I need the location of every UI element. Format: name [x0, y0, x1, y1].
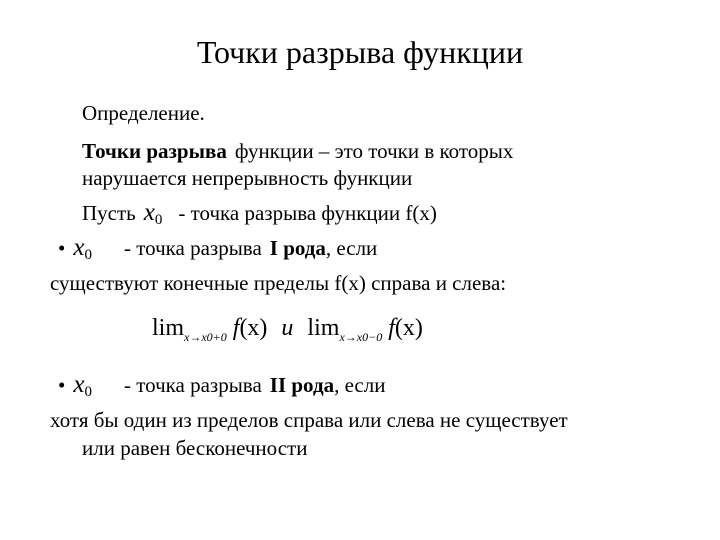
limit-formula: $\lim_{x\to x0+0} f(x)$ и $\lim_{x\to x0-0} f(x)$	[152, 315, 423, 344]
let-text: - точка разрыва функции f(x)	[178, 201, 437, 225]
definition-text: функции – это точки в которых	[234, 139, 514, 163]
let-line	[82, 200, 437, 233]
bullet-item-2: • $x_0$ - точка разрыва II рода, если	[58, 371, 386, 400]
math-x0: $x_0$	[73, 234, 92, 263]
definition-line-2: нарушается непрерывность функции	[82, 166, 413, 190]
discontinuity-kind: II рода	[269, 373, 335, 397]
bullet-text: - точка разрыва	[123, 236, 262, 260]
slide-title: Точки разрыва функции	[196, 34, 524, 70]
discontinuity-kind: I рода	[269, 236, 326, 260]
bullet-2-continuation-2: или равен бесконечности	[82, 436, 308, 460]
definition-label: Определение.	[82, 101, 205, 125]
math-x0: $x_0$	[73, 371, 92, 400]
bullet-2-continuation-1: хотя бы один из пределов справа или слева не существует	[50, 408, 568, 432]
math-x0: $x_0$	[143, 199, 163, 228]
bullet-1-continuation: существуют конечные пределы f(x) справа и слева:	[50, 271, 507, 295]
bullet-icon: •	[58, 236, 66, 260]
let-prefix: Пусть	[82, 201, 136, 225]
definition-line-1	[82, 138, 513, 164]
bullet-item-1: • $x_0$ - точка разрыва I рода, если	[58, 234, 378, 263]
bullet-icon: •	[58, 373, 66, 397]
bullet-text: - точка разрыва	[123, 373, 262, 397]
definition-term: Точки разрыва	[82, 139, 227, 163]
